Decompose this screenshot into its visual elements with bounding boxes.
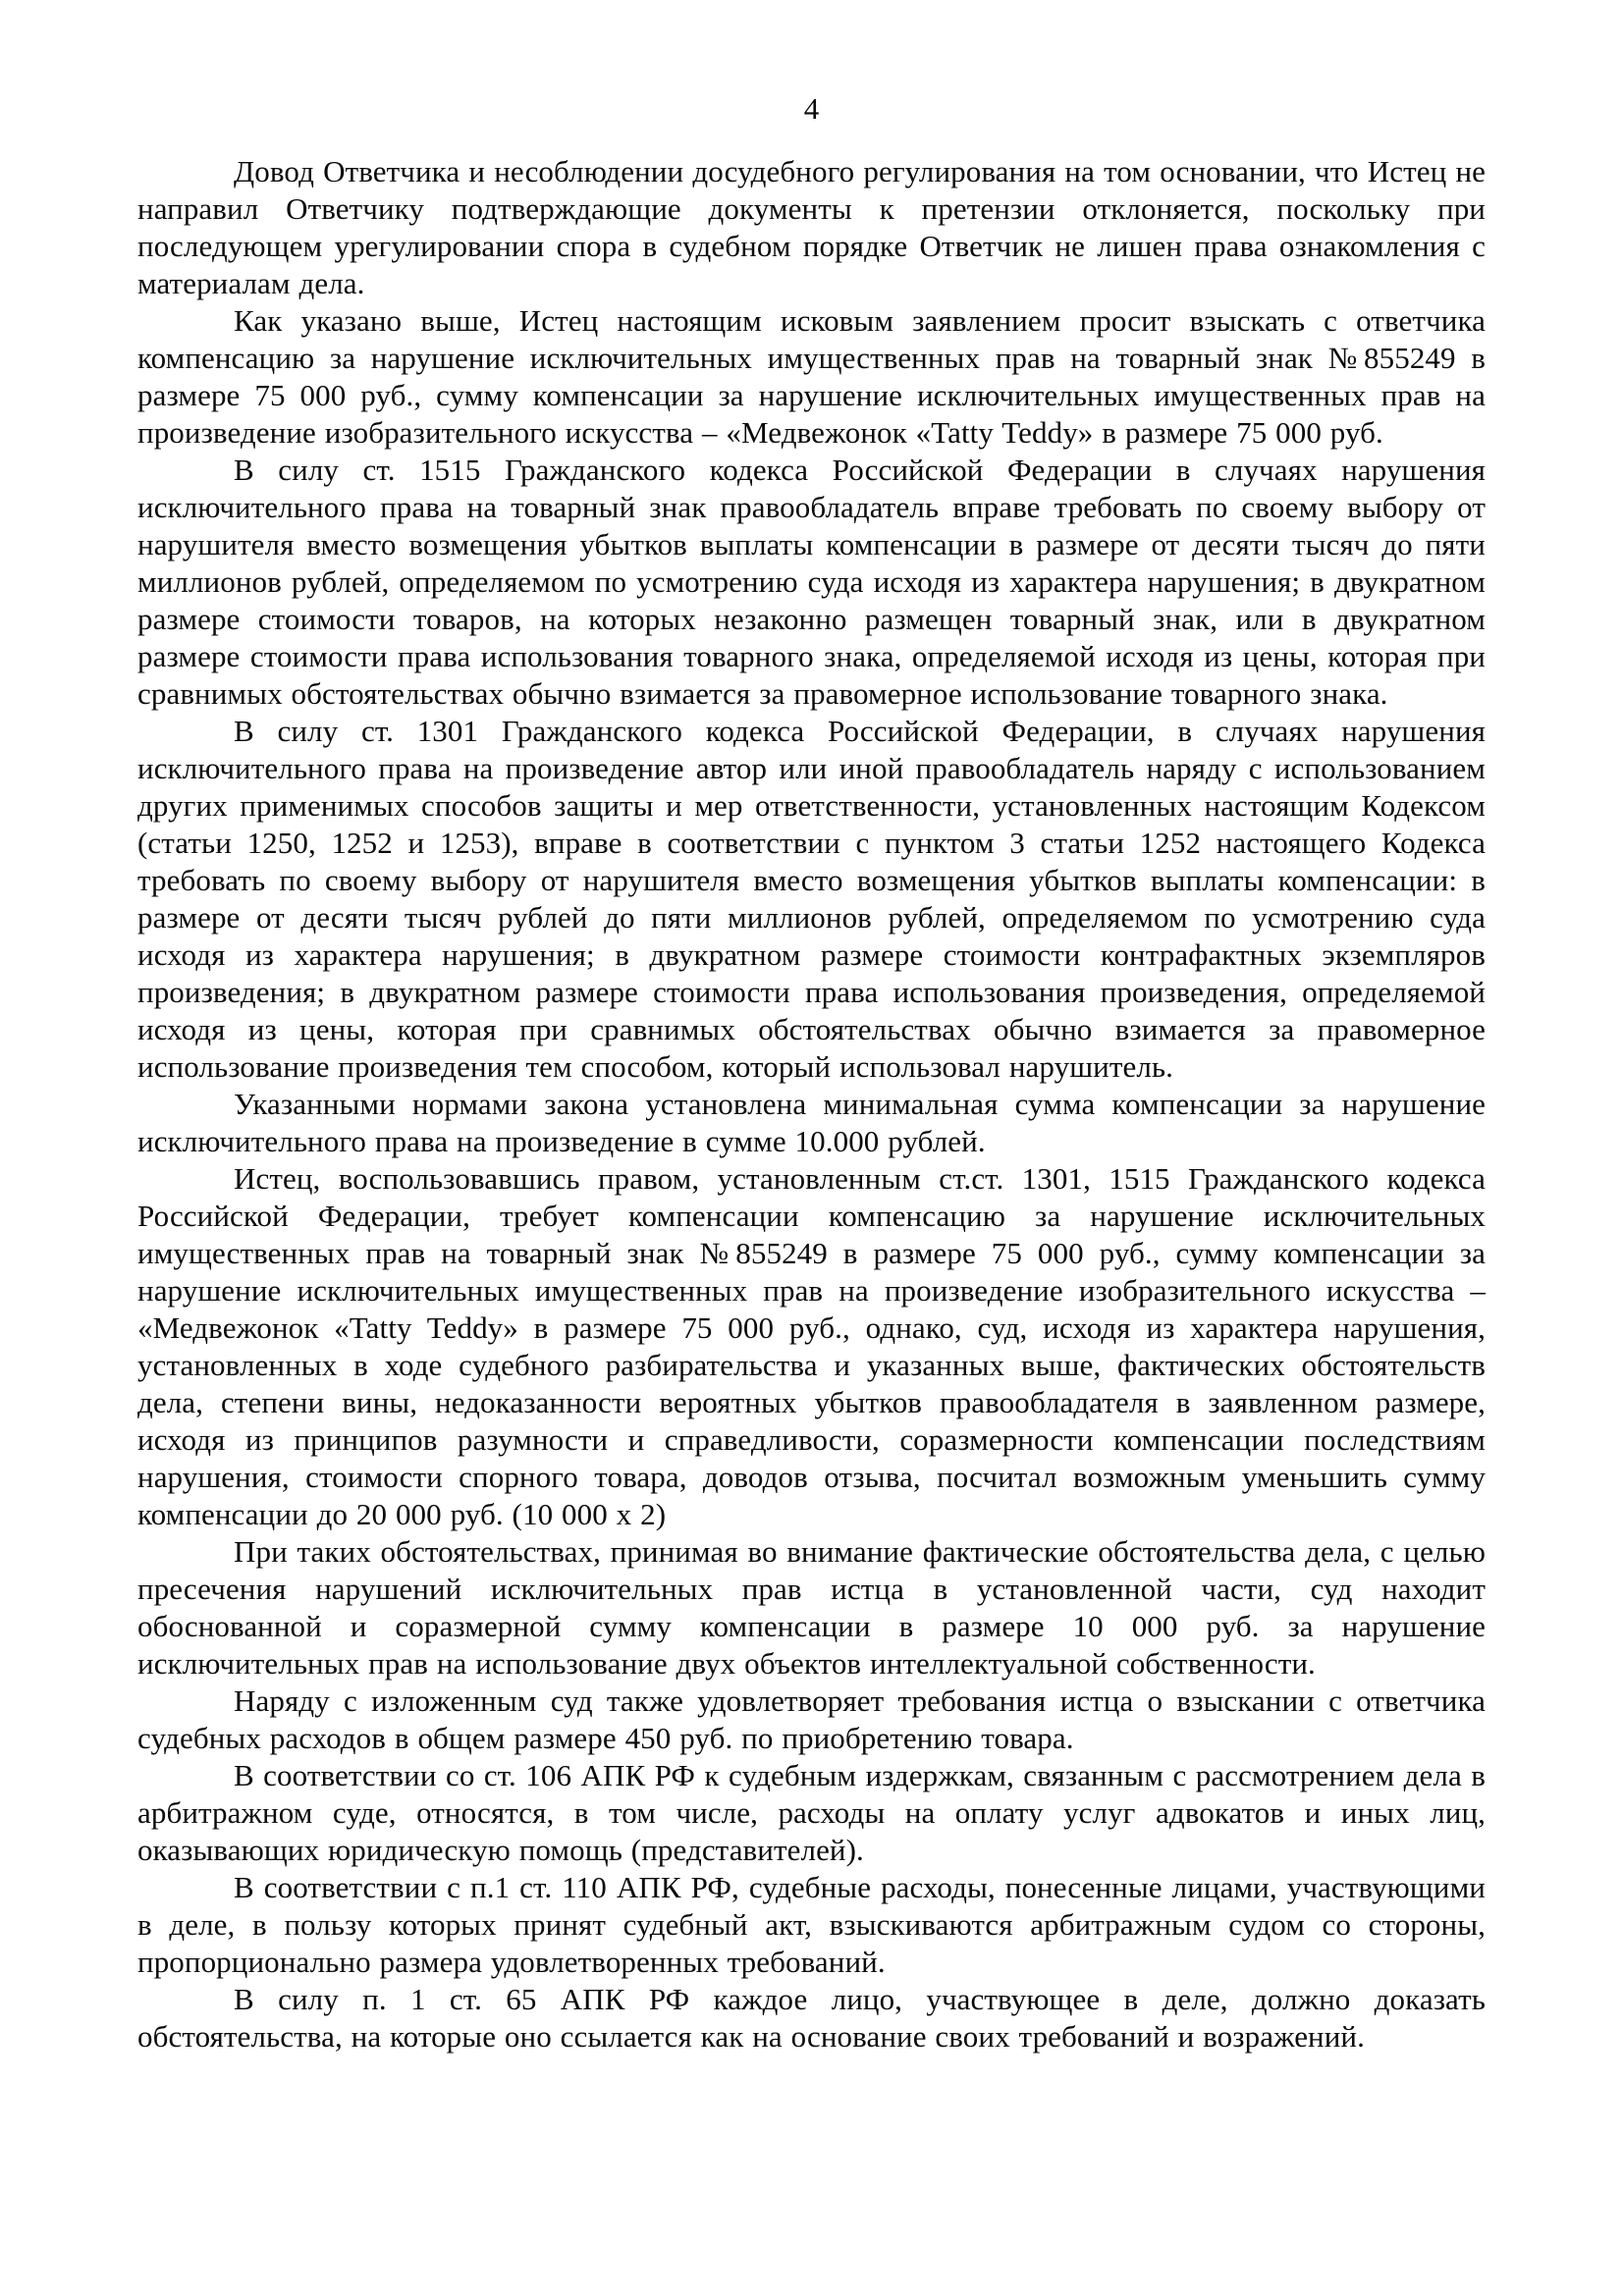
paragraph: Истец, воспользовавшись правом, установленным ст.ст. 1301, 1515 Гражданского кодекса Российской Федерации, требует компенсации компенсацию за нарушение исключительных имущественных прав на товарный знак №855249 в размере 75 000 руб., сумму компенсации за нарушение исключительных имущественных прав на произведение изобразительного искусства – «Медвежонок «Tatty Teddy» в размере 75 000 руб., однако, суд, исходя из характера нарушения, установленных в ходе судебного разбирательства и указанных выше, фактических обстоятельств дела, степени вины, недоказанности вероятных убытков правообладателя в заявленном размере, исходя из принципов разумности и справедливости, соразмерности компенсации последствиям нарушения, стоимости спорного товара, доводов отзыва, посчитал возможным уменьшить сумму компенсации до 20 000 руб. (10 000 х 2) [137,1161,1486,1531]
paragraph: Как указано выше, Истец настоящим исковым заявлением просит взыскать с ответчика компенсацию за нарушение исключительных имущественных прав на товарный знак №855249 в размере 75 000 руб., сумму компенсации за нарушение исключительных имущественных прав на произведение изобразительного искусства – «Медвежонок «Tatty Teddy» в размере 75 000 руб. [137,303,1486,450]
paragraph: Довод Ответчика и несоблюдении досудебного регулирования на том основании, что Истец не направил Ответчику подтверждающие документы к претензии отклоняется, поскольку при последующем урегулировании спора в судебном порядке Ответчик не лишен права ознакомления с материалам дела. [137,154,1486,300]
paragraph: Указанными нормами закона установлена минимальная сумма компенсации за нарушение исключительного права на произведение в сумме 10.000 рублей. [137,1087,1486,1158]
paragraph: В силу ст. 1301 Гражданского кодекса Российской Федерации, в случаях нарушения исключительного права на произведение автор или иной правообладатель наряду с использованием других применимых способов защиты и мер ответственности, установленных настоящим Кодексом (статьи 1250, 1252 и 1253), вправе в соответствии с пунктом 3 статьи 1252 настоящего Кодекса требовать по своему выбору от нарушителя вместо возмещения убытков выплаты компенсации: в размере от десяти тысяч рублей до пяти миллионов рублей, определяемом по усмотрению суда исходя из характера нарушения; в двукратном размере стоимости контрафактных экземпляров произведения; в двукратном размере стоимости права использования произведения, определяемой исходя из цены, которая при сравнимых обстоятельствах обычно взимается за правомерное использование произведения тем способом, который использовал нарушитель. [137,714,1486,1084]
paragraph: В соответствии со ст. 106 АПК РФ к судебным издержкам, связанным с рассмотрением дела в арбитражном суде, относятся, в том числе, расходы на оплату услуг адвокатов и иных лиц, оказывающих юридическую помощь (представителей). [137,1758,1486,1867]
page-number: 4 [803,91,820,126]
paragraph: При таких обстоятельствах, принимая во внимание фактические обстоятельства дела, с целью пресечения нарушений исключительных прав истца в установленной части, суд находит обоснованной и соразмерной сумму компенсации в размере 10 000 руб. за нарушение исключительных прав на использование двух объектов интеллектуальной собственности. [137,1534,1486,1681]
paragraph: В силу ст. 1515 Гражданского кодекса Российской Федерации в случаях нарушения исключительного права на товарный знак правообладатель вправе требовать по своему выбору от нарушителя вместо возмещения убытков выплаты компенсации в размере от десяти тысяч до пяти миллионов рублей, определяемом по усмотрению суда исходя из характера нарушения; в двукратном размере стоимости товаров, на которых незаконно размещен товарный знак, или в двукратном размере стоимости права использования товарного знака, определяемой исходя из цены, которая при сравнимых обстоятельствах обычно взимается за правомерное использование товарного знака. [137,453,1486,711]
paragraph: В силу п. 1 ст. 65 АПК РФ каждое лицо, участвующее в деле, должно доказать обстоятельства, на которые оно ссылается как на основание своих требований и возражений. [137,1982,1486,2054]
paragraph: Наряду с изложенным суд также удовлетворяет требования истца о взыскании с ответчика судебных расходов в общем размере 450 руб. по приобретению товара. [137,1683,1486,1755]
paragraph: В соответствии с п.1 ст. 110 АПК РФ, судебные расходы, понесенные лицами, участвующими в деле, в пользу которых принят судебный акт, взыскиваются арбитражным судом со стороны, пропорционально размера удовлетворенных требований. [137,1870,1486,1979]
document-body [137,153,1486,2056]
